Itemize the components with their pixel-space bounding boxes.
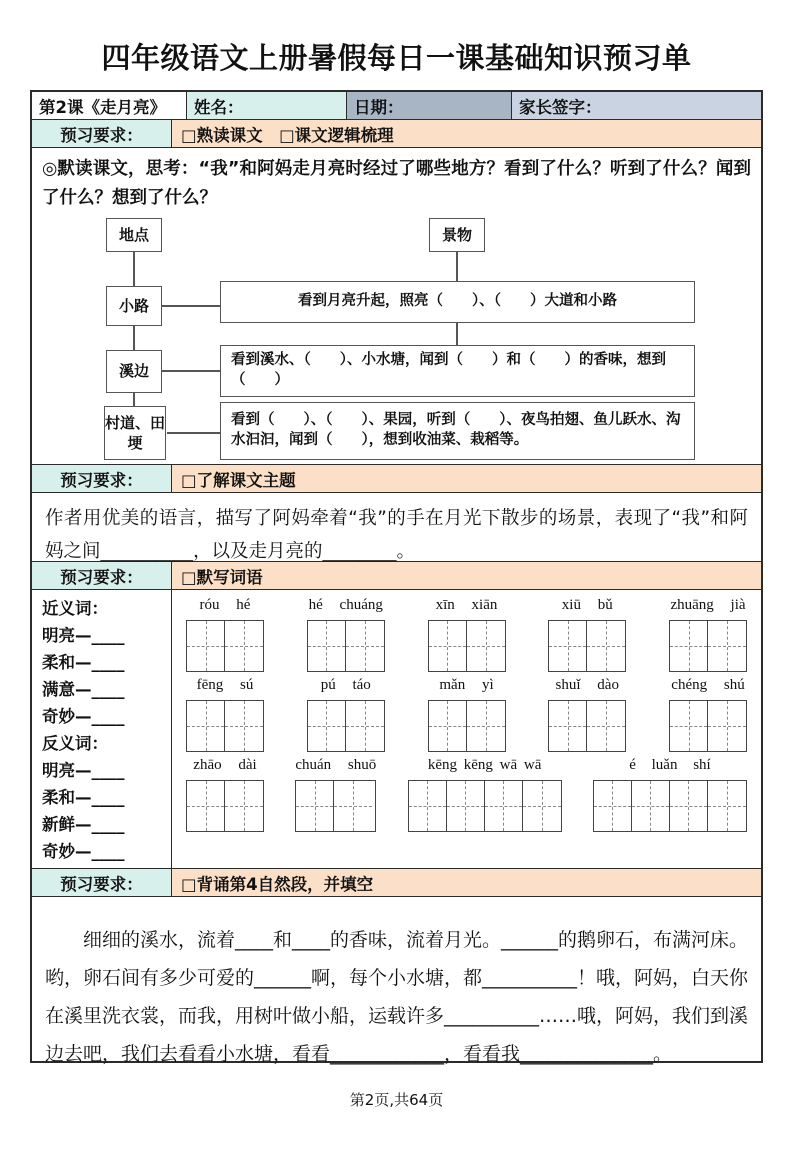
pinyin-label: hé chuáng bbox=[308, 597, 383, 613]
parent-signature-field: 家长签字： bbox=[512, 92, 761, 119]
word-group bbox=[307, 597, 385, 672]
requirement-row-4 bbox=[32, 869, 761, 897]
synonym-item: 明亮—____ bbox=[42, 626, 125, 645]
diagram-header-place: 地点 bbox=[106, 218, 162, 252]
antonym-item: 明亮—____ bbox=[42, 761, 125, 780]
antonym-item: 新鲜—____ bbox=[42, 815, 125, 834]
pinyin-row-2 bbox=[186, 677, 747, 752]
connector-line bbox=[133, 326, 135, 350]
connector-line bbox=[133, 393, 135, 407]
writing-grid bbox=[295, 780, 376, 832]
pinyin-label: róu hé bbox=[199, 597, 251, 613]
pinyin-label: xiū bǔ bbox=[561, 597, 613, 613]
pinyin-label: zhuāng jià bbox=[670, 597, 746, 613]
diagram-scene-1: 看到月亮升起，照亮（ ）、（ ）大道和小路 bbox=[220, 281, 695, 323]
synonym-header: 近义词： bbox=[42, 599, 108, 618]
writing-grid bbox=[669, 620, 747, 672]
writing-grid bbox=[186, 780, 264, 832]
pinyin-label: kēng kēng wā wā bbox=[427, 757, 542, 773]
page-title: 四年级语文上册暑假每日一课基础知识预习单 bbox=[101, 41, 692, 75]
pinyin-label: fēng sú bbox=[196, 677, 254, 693]
writing-grid bbox=[307, 620, 385, 672]
diagram-scene-3: 看到（ ）、（ ）、果园，听到（ ）、夜鸟拍翅、鱼儿跃水、沟水汩汩，闻到（ ），想到收油菜、栽稻等。 bbox=[220, 402, 695, 460]
requirement-checkboxes: □默写词语 bbox=[172, 562, 761, 589]
writing-grid bbox=[186, 620, 264, 672]
word-group bbox=[307, 677, 385, 752]
writing-grid bbox=[408, 780, 562, 832]
requirement-label: 预习要求： bbox=[32, 465, 172, 492]
connector-line bbox=[133, 252, 135, 286]
word-group bbox=[428, 597, 506, 672]
connector-line bbox=[162, 305, 220, 307]
word-group bbox=[186, 757, 264, 832]
diagram-place-1: 小路 bbox=[106, 286, 162, 326]
word-group bbox=[186, 597, 264, 672]
theme-summary: 作者用优美的语言，描写了阿妈牵着“我”的手在月光下散步的场景，表现了“我”和阿妈之间__________，以及走月亮的________。 bbox=[32, 493, 761, 562]
word-dictation-section bbox=[32, 590, 761, 869]
word-group bbox=[186, 677, 264, 752]
header-row bbox=[32, 92, 761, 120]
pinyin-label: xīn xiān bbox=[435, 597, 498, 613]
page-number: 第2页,共64页 bbox=[349, 1091, 444, 1109]
connector-line bbox=[456, 252, 458, 281]
reading-question: ◎默读课文，思考：“我”和阿妈走月亮时经过了哪些地方？看到了什么？听到了什么？闻到了什么？想到了什么？ bbox=[42, 159, 751, 208]
diagram-place-3: 村道、田埂 bbox=[104, 406, 166, 460]
word-group bbox=[295, 757, 376, 832]
connector-line bbox=[456, 323, 458, 345]
name-field: 姓名： bbox=[187, 92, 347, 119]
antonym-item: 奇妙—____ bbox=[42, 842, 125, 861]
pinyin-row-1 bbox=[186, 597, 747, 672]
pinyin-label: shuǐ dào bbox=[555, 677, 619, 693]
connector-line bbox=[162, 370, 220, 372]
writing-grid bbox=[186, 700, 264, 752]
writing-grid bbox=[669, 700, 747, 752]
diagram-header-scene: 景物 bbox=[429, 218, 485, 252]
requirement-label: 预习要求： bbox=[32, 562, 172, 589]
pinyin-label: zhāo dài bbox=[193, 757, 257, 773]
word-group bbox=[593, 757, 747, 832]
synonym-item: 奇妙—____ bbox=[42, 707, 125, 726]
date-field: 日期： bbox=[347, 92, 512, 119]
recitation-fill-in: 细细的溪水，流着____和____的香味，流着月光。______的鹅卵石，布满河床。哟，卵石间有多少可爱的______啊，每个小水塘，都__________！哦，阿妈，白天你在溪里洗衣裳，而我，用树叶做小船，运载许多__________……哦，阿妈，我们到溪边去吧，我们去看看小水塘，看看____________，看看我______________。 bbox=[45, 929, 749, 1065]
writing-grid bbox=[428, 700, 506, 752]
requirement-row-1 bbox=[32, 120, 761, 148]
requirement-checkboxes: □熟读课文 □课文逻辑梳理 bbox=[172, 120, 761, 147]
synonym-item: 柔和—____ bbox=[42, 653, 125, 672]
pinyin-label: chuán shuō bbox=[295, 757, 377, 773]
requirement-checkboxes: □背诵第4自然段，并填空 bbox=[172, 869, 761, 896]
antonym-item: 柔和—____ bbox=[42, 788, 125, 807]
requirement-label: 预习要求： bbox=[32, 120, 172, 147]
diagram-scene-2: 看到溪水、（ ）、小水塘，闻到（ ）和（ ）的香味，想到（ ） bbox=[220, 345, 695, 397]
word-group bbox=[669, 597, 747, 672]
pinyin-label: é luǎn shí bbox=[629, 757, 711, 773]
pinyin-label: mǎn yì bbox=[439, 677, 494, 693]
pinyin-label: pú táo bbox=[320, 677, 371, 693]
connector-line bbox=[167, 432, 220, 434]
writing-grid bbox=[548, 620, 626, 672]
word-group bbox=[669, 677, 747, 752]
antonym-header: 反义词： bbox=[42, 734, 108, 753]
logic-diagram-section bbox=[32, 148, 761, 465]
requirement-row-2 bbox=[32, 465, 761, 493]
writing-grid bbox=[593, 780, 747, 832]
word-group bbox=[548, 597, 626, 672]
word-group bbox=[428, 677, 506, 752]
lesson-title: 第2课《走月亮》 bbox=[32, 92, 187, 119]
diagram-place-2: 溪边 bbox=[106, 350, 162, 393]
pinyin-label: chéng shú bbox=[671, 677, 745, 693]
worksheet-table bbox=[30, 90, 763, 1063]
pinyin-row-3 bbox=[186, 757, 747, 832]
word-group bbox=[408, 757, 562, 832]
synonym-antonym-list bbox=[32, 590, 172, 868]
synonym-item: 满意—____ bbox=[42, 680, 125, 699]
requirement-row-3 bbox=[32, 562, 761, 590]
requirement-label: 预习要求： bbox=[32, 869, 172, 896]
requirement-checkboxes: □了解课文主题 bbox=[172, 465, 761, 492]
pinyin-grid-area bbox=[172, 590, 761, 868]
writing-grid bbox=[428, 620, 506, 672]
writing-grid bbox=[307, 700, 385, 752]
word-group bbox=[548, 677, 626, 752]
writing-grid bbox=[548, 700, 626, 752]
